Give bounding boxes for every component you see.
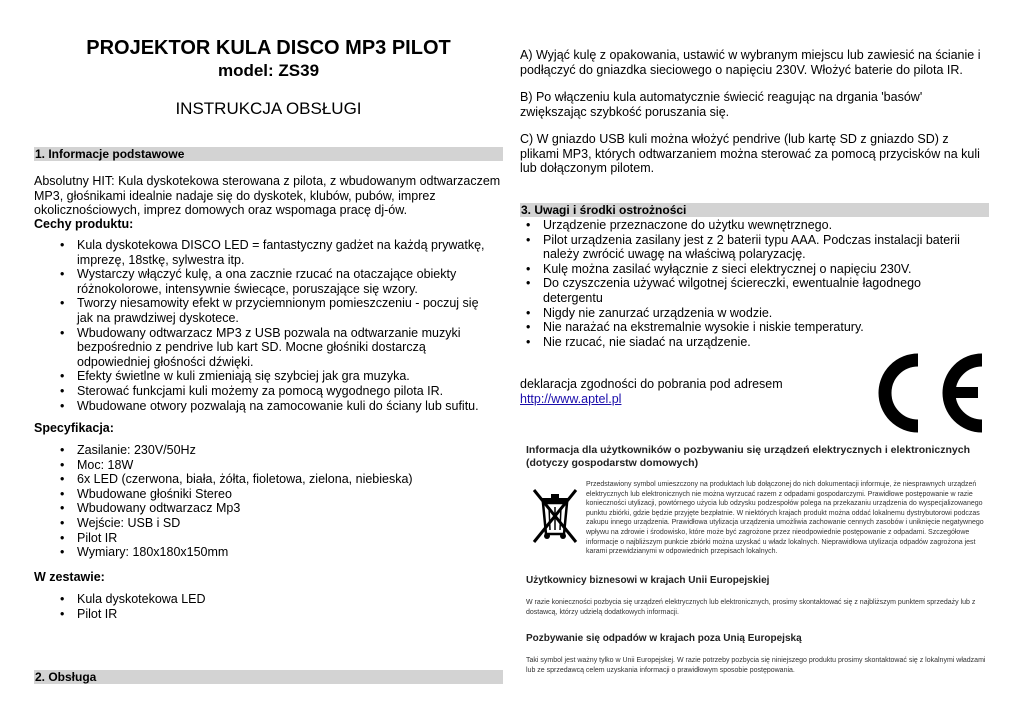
list-item: • Kula dyskotekowa LED [34,592,494,607]
list-item: • Efekty świetlne w kuli zmieniają się szybciej jak gra muzyka. [34,369,494,384]
weee-business-title: Użytkownicy biznesowi w krajach Unii Europejskiej [526,575,770,586]
declaration-link[interactable]: http://www.aptel.pl [520,392,622,406]
section3-heading: 3. Uwagi i środki ostrożności [520,203,989,217]
list-item: • Wystarczy włączyć kulę, a ona zacznie rzucać na otaczające obiekty różnokolorowe, intensywnie świecące, poruszające się wzory. [34,267,494,296]
list-item: • Moc: 18W [34,458,494,473]
list-item: • Sterować funkcjami kuli możemy za pomocą wygodnego pilota IR. [34,384,494,399]
contents-list [34,592,494,621]
list-item: • Do czyszczenia używać wilgotnej ściereczki, ewentualnie łagodnego detergentu [500,276,980,305]
list-item: • Nie rzucać, nie siadać na urządzenie. [500,335,980,350]
list-item: • Pilot IR [34,607,494,622]
list-item: • Tworzy niesamowity efekt w przyciemnionym pomieszczeniu - poczuj się jak na prawdziwej dyskotece. [34,296,494,325]
list-item: • Wejście: USB i SD [34,516,494,531]
features-title: Cechy produktu: [34,217,134,231]
step-a: A) Wyjąć kulę z opakowania, ustawić w wybranym miejscu lub zawiesić na ścianie i podłączyć do gniazdka sieciowego o napięciu 230V. Włożyć baterie do pilota IR. [520,48,981,77]
section2-heading: 2. Obsługa [34,670,503,684]
weee-title: Informacja dla użytkowników o pozbywaniu się urządzeń elektrycznych i elektronicznych (dotyczy gospodarstw domowych) [526,444,971,469]
crossed-bin-icon [530,486,580,546]
weee-outside-text: Taki symbol jest ważny tylko w Unii Europejskej. W razie potrzeby pozbycia się niniejszego produktu prosimy skontaktować się z lokalnymi władzami lub ze sprzedawcą celem uzyskania informacji o prawidłowym sposobie postępowania. [526,657,986,674]
list-item: • 6x LED (czerwona, biała, żółta, fioletowa, zielona, niebieska) [34,472,494,487]
model-number: model: ZS39 [217,61,320,80]
list-item: • Urządzenie przeznaczone do użytku wewnętrznego. [500,218,980,233]
list-item: • Wbudowane głośniki Stereo [34,487,494,502]
document-title: PROJEKTOR KULA DISCO MP3 PILOT [86,37,451,59]
list-item: • Kulę można zasilać wyłącznie z sieci elektrycznej o napięciu 230V. [500,262,980,277]
step-c: C) W gniazdo USB kuli można włożyć pendrive (lub kartę SD z gniazdo SD) z plikami MP3, których odtwarzaniem można sterować za pomocą przycisków na kuli lub dołączonym pilotem. [520,132,980,176]
spec-title: Specyfikacja: [34,421,114,435]
features-list [34,238,494,413]
list-item: • Wbudowany odtwarzacz Mp3 [34,501,494,516]
list-item: • Kula dyskotekowa DISCO LED = fantastyczny gadżet na każdą prywatkę, imprezę, 18stkę, sylwestra itp. [34,238,494,267]
declaration-text: deklaracja zgodności do pobrania pod adresem [520,377,783,391]
list-item: • Nigdy nie zanurzać urządzenia w wodzie. [500,306,980,321]
weee-outside-title: Pozbywanie się odpadów w krajach poza Unią Europejską [526,633,802,644]
list-item: • Wbudowane otwory pozwalają na zamocowanie kuli do ściany lub sufitu. [34,399,494,414]
list-item: • Nie narażać na ekstremalnie wysokie i niskie temperatury. [500,320,980,335]
section1-heading: 1. Informacje podstawowe [34,147,503,161]
contents-title: W zestawie: [34,570,105,584]
spec-list [34,443,494,560]
precautions-list [500,218,980,349]
list-item: • Wymiary: 180x180x150mm [34,545,494,560]
document-subtitle: INSTRUKCJA OBSŁUGI [175,99,362,118]
list-item: • Pilot urządzenia zasilany jest z 2 baterii typu AAA. Podczas instalacji baterii należy zwrócić uwagę na właściwą polaryzację. [500,233,980,262]
step-b: B) Po włączeniu kula automatycznie świecić reagując na drgania 'basów' zwiększając szybkość poruszania się. [520,90,923,119]
list-item: • Zasilanie: 230V/50Hz [34,443,494,458]
weee-business-text: W razie konieczności pozbycia się urządzeń elektrycznych lub elektronicznych, prosimy skontaktować się z najbliższym punktem sprzedaży lub z dostawcą, którzy udzielą dodatkowych informacji. [526,599,976,616]
ce-mark-icon [860,350,990,436]
weee-info-panel [520,440,992,690]
intro-paragraph: Absolutny HIT: Kula dyskotekowa sterowana z pilota, z wbudowanym odtwarzaczem MP3, głośnikami idealnie nadaje się do dyskotek, klubów, pubów, imprez okolicznościowych, imprez domowych oraz wspomaga pracę dj-ów. [34,174,501,218]
list-item: • Wbudowany odtwarzacz MP3 z USB pozwala na odtwarzanie muzyki bezpośrednio z pendrive lub kart SD. Mocne głośniki dostarczą odpowiedniej głośności dźwięki. [34,326,494,370]
list-item: • Pilot IR [34,531,494,546]
weee-body-text: Przedstawiony symbol umieszczony na produktach lub dołączonej do nich dokumentacji informuje, że niesprawnych urządzeń elektrycznych lub elektronicznych nie można wyrzucać razem z odpadami gospodarczymi. Prawidłowe postępowanie w razie konieczności utylizacji, powtórnego użycia lub odzysku podzespołów polega na przekazaniu urządzenia do wyspecjalizowanego punktu zbiórki, gdzie będzie przyjęte bezpłatnie. W niektórych krajach produkt można oddać lokalnemu dystrybutorowi podczas zakupu innego urządzenia. Prawidłowa utylizacja urządzenia umożliwia zachowanie cennych zasobów i uniknięcie negatywnego wpływu na zdrowie i środowisko, które może być zagrożone przez nieodpowiednie postępowanie z odpadami. Szczegółowe informacje o najbliższym punkcie zbiórki można uzyskać u władz lokalnych. Nieprawidłowa utylizacja odpadów zagrożona jest karami przewidzianymi w odpowiednich przepisach lokalnych. [586,481,984,556]
